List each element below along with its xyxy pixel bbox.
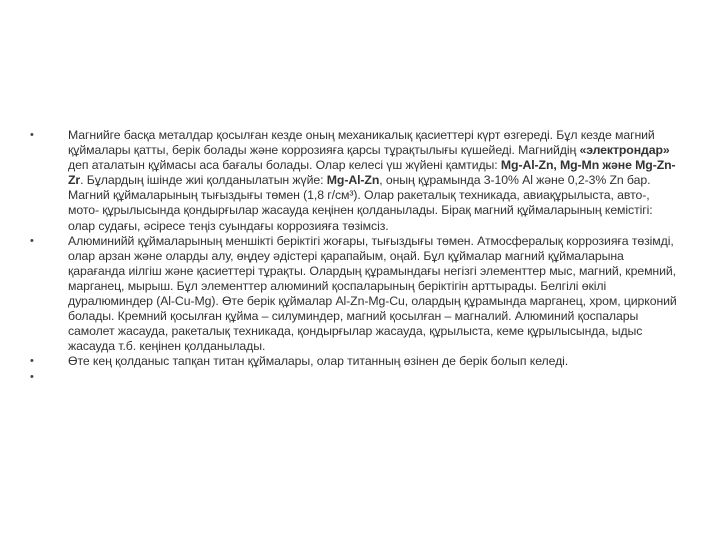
paragraph-magnesium-alloys: Магнийге басқа металдар қосылған кезде оның механикалық қасиеттері күрт өзгереді. Бұл кезде магний құймалары қатты, берік болады және коррозияға қарсы тұрақтылығы күшейеді. Магнийдің «электрондар» деп аталатын құймасы аса бағалы болады. Олар келесі үш жүйені қамтиды: Mg-Al-Zn, Mg-Mn және Mg-Zn-Zr. Бұлардың ішінде жиі қолданылатын жүйе: Mg-Al-Zn, оның құрамында 3-10% Al және 0,2-3% Zn бар. Магний құймаларының тығыздығы төмен (1,8 г/см³). Олар ракеталық техникада, авиақұрылыста, авто-, мото- құрылысында қондырғылар жасауда кеңінен қолданылады. Бірақ магний құймаларының кемістігі: олар судағы, әсіресе теңіз суындағы коррозияға төзімсіз. (68, 128, 676, 233)
bullet-icon: • (30, 129, 34, 141)
list-item (30, 234, 682, 355)
paragraph-aluminium-alloys: Алюминийй құймаларының меншікті беріктігі жоғары, тығыздығы төмен. Атмосфералық коррозияға төзімді, олар арзан және оларды алу, өңдеу әдістері қарапайым, оңай. Бұл құймалар магний құймаларына қарағанда иілгіш және қасиеттері тұрақты. Олардың құрамындағы негізгі элементтер мыс, магний, кремний, марганец, мырыш. Бұл элементтер алюминий қоспаларының беріктігін арттырады. Белгілі өкілі дуралюминдер (Al-Cu-Mg). Өте берік құймалар Al-Zn-Mg-Cu, олардың құрамында марганец, хром, цирконий болады. Кремний қосылған құйма – силуминдер, магний қосылған – магналий. Алюминий қоспалары самолет жасауда, ракеталық техникада, қондырғылар жасауда, құрылыста, кеме құрылысында, ыдыс жасауда т.б. кеңінен қолданылады. (68, 233, 677, 354)
list-item-empty (30, 370, 682, 385)
paragraph-titanium-alloys: Өте кең қолданыс тапқан титан құймалары, олар титанның өзінен де берік болып келеді. (68, 354, 569, 369)
list-item (30, 128, 682, 234)
bullet-icon: • (30, 355, 34, 368)
list-item (30, 354, 682, 369)
bullet-icon: • (30, 234, 34, 247)
bullet-icon: • (30, 370, 34, 383)
bullet-list (30, 128, 682, 385)
